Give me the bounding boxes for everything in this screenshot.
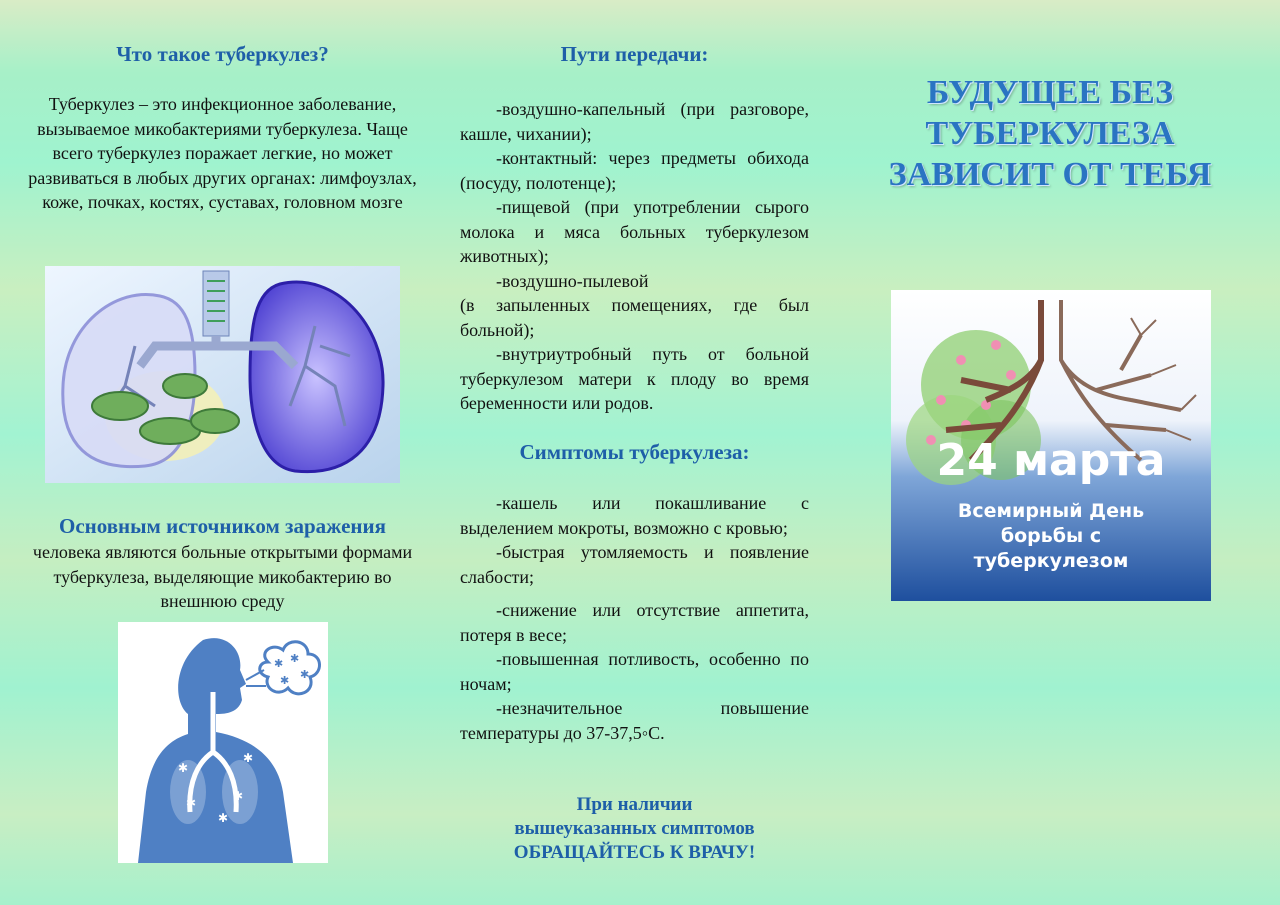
svg-text:✱: ✱ xyxy=(218,811,229,825)
list-item: -кашель или покашливание с выделением мокроты, возможно с кровью; xyxy=(460,493,809,538)
infection-source-heading: Основным источником заражения xyxy=(58,514,386,538)
world-tb-day-poster xyxy=(891,290,1211,601)
poster-line: Всемирный День xyxy=(957,500,1145,522)
callout-line: вышеуказанных симптомов xyxy=(514,818,755,839)
svg-text:✱: ✱ xyxy=(186,796,197,810)
symptoms-heading: Симптомы туберкулеза: xyxy=(519,440,750,464)
list-item: -повышенная потливость, особенно по ночам; xyxy=(460,649,809,694)
see-doctor-callout xyxy=(460,793,809,865)
svg-text:✱: ✱ xyxy=(233,789,244,803)
brochure-title xyxy=(850,72,1250,195)
list-item: -воздушно-капельный (при разговоре, кашле, чихании); xyxy=(460,99,809,144)
svg-text:✱: ✱ xyxy=(274,657,284,670)
list-item: -быстрая утомляемость и появление слабости; xyxy=(460,542,809,587)
svg-text:✱: ✱ xyxy=(290,652,300,665)
list-item: -незначительное повышение температуры до 37-37,5◦С. xyxy=(460,698,809,743)
poster-date: 24 марта xyxy=(936,435,1166,486)
list-item: -контактный: через предметы обихода (посуду, полотенце); xyxy=(460,148,809,193)
list-item: -снижение или отсутствие аппетита, потеря в весе; xyxy=(460,600,809,645)
title-line: ТУБЕРКУЛЕЗА xyxy=(925,115,1175,152)
svg-text:✱: ✱ xyxy=(300,668,310,681)
list-item: -пищевой (при употреблении сырого молока и мяса больных туберкулезом животных); xyxy=(460,197,809,266)
callout-line: При наличии xyxy=(576,794,693,815)
breathing-person-icon xyxy=(118,622,328,863)
list-item: -внутриутробный путь от больной туберкулезом матери к плоду во время беременности или родов. xyxy=(460,344,809,413)
callout-line: ОБРАЩАЙТЕСЬ К ВРАЧУ! xyxy=(513,842,756,863)
list-item: -воздушно-пылевой xyxy=(496,270,649,291)
lungs-illustration-icon xyxy=(45,266,400,483)
svg-text:✱: ✱ xyxy=(243,751,254,765)
poster-line: туберкулезом xyxy=(973,550,1129,572)
svg-text:✱: ✱ xyxy=(280,674,290,687)
svg-text:✱: ✱ xyxy=(178,761,189,775)
title-line: ЗАВИСИТ ОТ ТЕБЯ xyxy=(888,156,1212,193)
what-is-tb-text: Туберкулез – это инфекционное заболевание, вызываемое микобактериями туберкулеза. Чаще всего туберкулез поражает легкие, но может развиваться в любых других органах: лимфоузлах, коже, почках, костях, суставах, головном мозге xyxy=(28,94,417,212)
transmission-heading: Пути передачи: xyxy=(560,42,709,66)
title-line: БУДУЩЕЕ БЕЗ xyxy=(926,74,1174,111)
poster-line: борьбы с xyxy=(1000,525,1102,547)
infection-source-text: человека являются больные открытыми формами туберкулеза, выделяющие микобактерию во внешнюю среду xyxy=(32,542,413,611)
what-is-tb-heading: Что такое туберкулез? xyxy=(116,42,329,66)
list-item: (в запыленных помещениях, где был больной); xyxy=(460,295,809,340)
transmission-list xyxy=(460,97,809,416)
symptoms-list xyxy=(460,491,809,745)
